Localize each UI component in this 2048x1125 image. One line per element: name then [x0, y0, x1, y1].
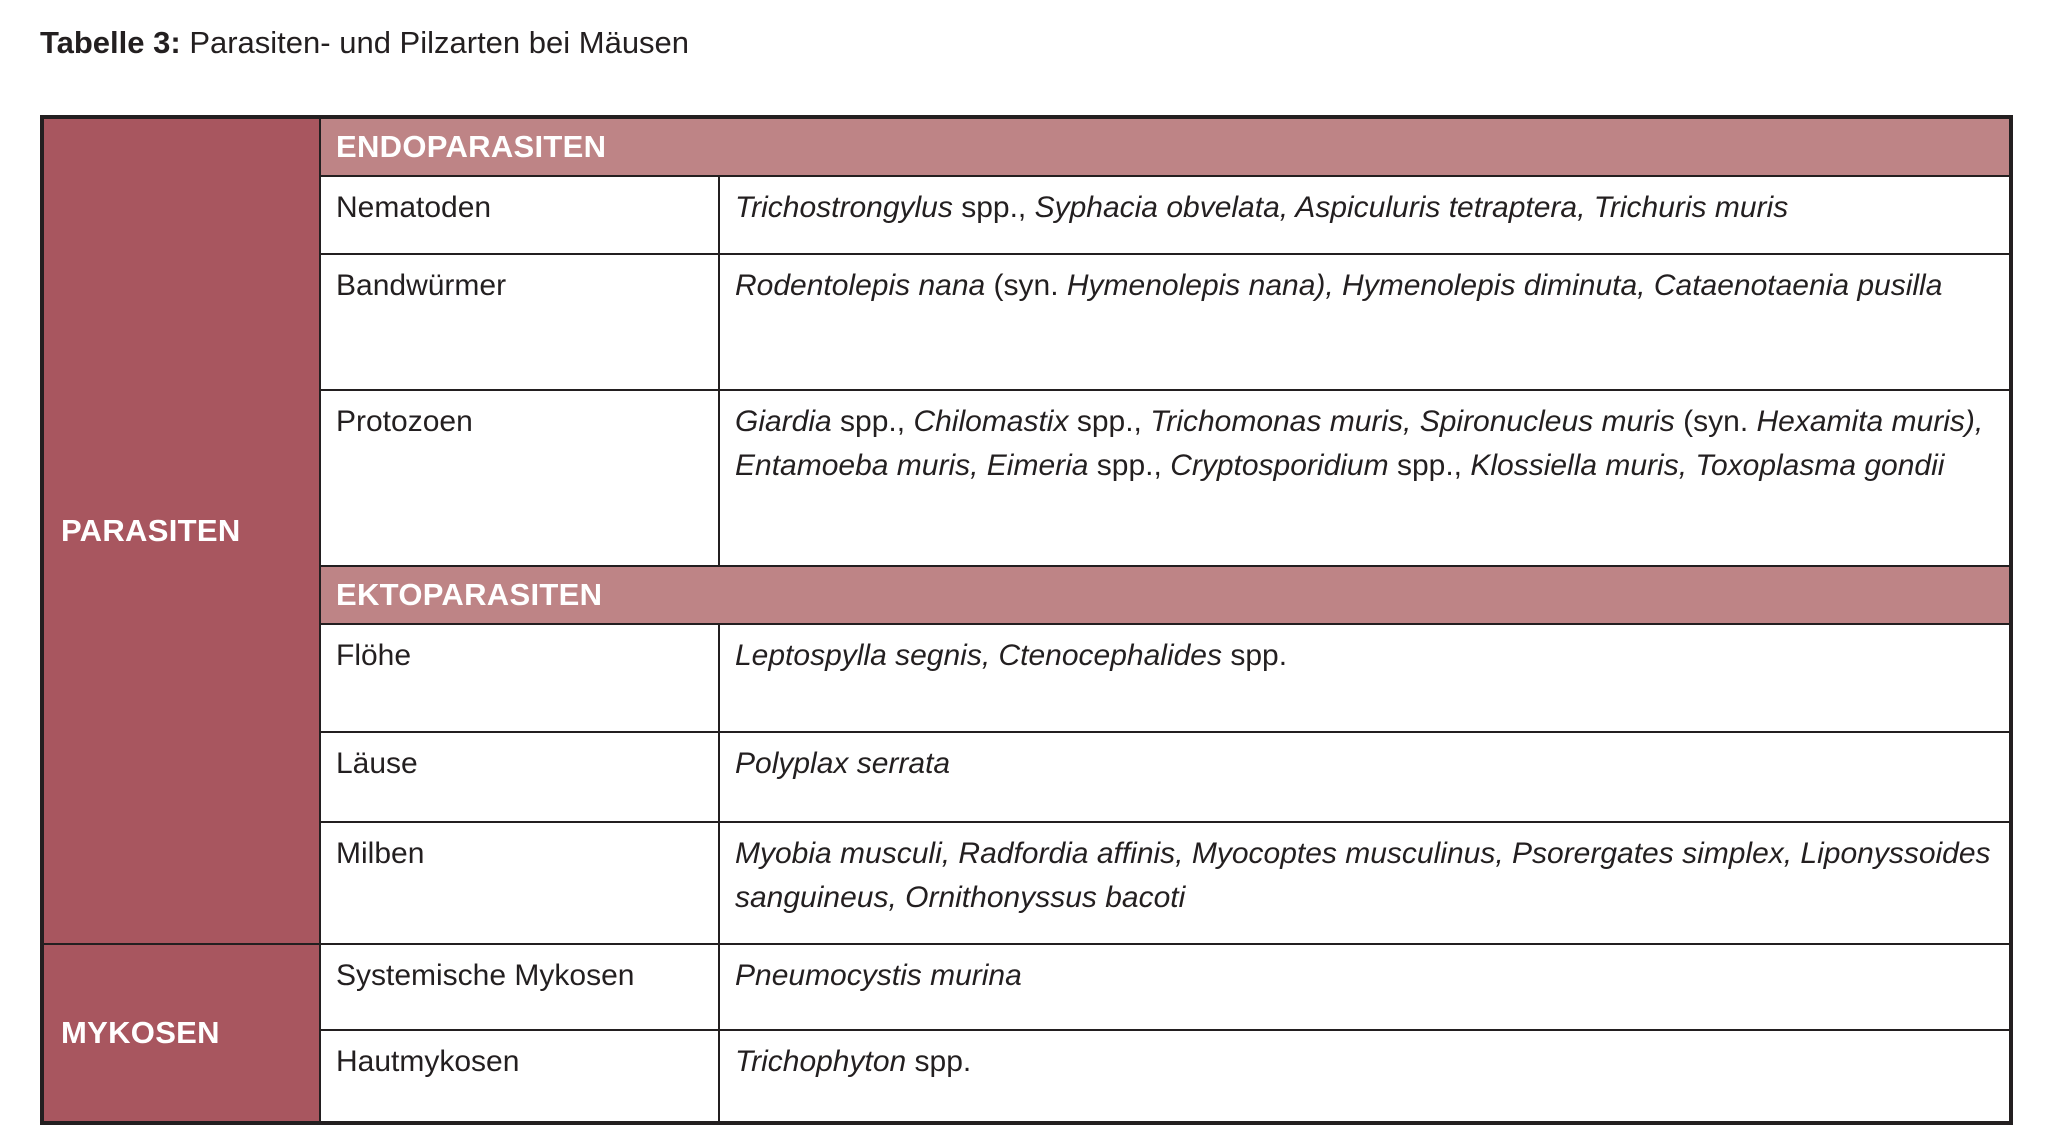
section-label-cell: MYKOSEN	[42, 944, 320, 1123]
species-text-run: spp.	[906, 1045, 972, 1078]
table-caption-label: Tabelle 3:	[40, 25, 181, 60]
species-cell	[719, 944, 2011, 1030]
species-text-run: Rodentolepis nana	[735, 269, 994, 302]
species-text-run: spp.,	[1088, 449, 1171, 482]
table-row	[42, 390, 2011, 566]
species-text-run: spp.,	[952, 191, 1035, 224]
table-row	[42, 1030, 2011, 1123]
category-cell: Flöhe	[320, 624, 719, 732]
species-text-run: Trichostrongylus	[735, 191, 953, 224]
species-text-run: Giardia	[735, 405, 832, 438]
species-cell	[719, 176, 2011, 254]
species-text-run	[1334, 269, 1342, 302]
species-text-run: spp.	[1222, 639, 1288, 672]
table-row	[42, 117, 2011, 176]
species-text-run: Syphacia obvelata, Aspiculuris tetraptera, Trichuris muris	[1034, 191, 1789, 224]
species-text-run: Entamoeba muris, Eimeria	[735, 449, 1089, 482]
species-text-run: Chilomastix	[913, 405, 1069, 438]
category-cell: Protozoen	[320, 390, 719, 566]
species-cell	[719, 732, 2011, 822]
table-row	[42, 944, 2011, 1030]
table-row	[42, 732, 2011, 822]
species-text-run: spp.,	[1388, 449, 1471, 482]
group-header-cell: EKTOPARASITEN	[320, 566, 2011, 624]
parasites-table	[40, 115, 2013, 1125]
species-text-run: Pneumocystis murina	[735, 959, 1022, 992]
species-text-run: (syn.	[1683, 405, 1757, 438]
table-row	[42, 566, 2011, 624]
table-caption-text: Parasiten- und Pilzarten bei Mäusen	[180, 25, 690, 60]
species-text-run: Leptospylla segnis, Ctenocephalides	[735, 639, 1222, 672]
table-row	[42, 822, 2011, 944]
species-text-run: Hexamita muris),	[1756, 405, 1984, 438]
group-header-cell: ENDOPARASITEN	[320, 117, 2011, 176]
category-cell: Milben	[320, 822, 719, 944]
species-cell	[719, 390, 2011, 566]
species-text-run: Klossiella muris, Toxoplasma gondii	[1470, 449, 1945, 482]
species-text-run: Cryptosporidium	[1170, 449, 1389, 482]
species-cell	[719, 254, 2011, 390]
category-cell: Bandwürmer	[320, 254, 719, 390]
parasites-table-body	[42, 117, 2011, 1123]
table-row	[42, 624, 2011, 732]
section-label-cell: PARASITEN	[42, 117, 320, 944]
species-text-run: Trichophyton	[735, 1045, 907, 1078]
table-row	[42, 176, 2011, 254]
species-text-run: spp.,	[1068, 405, 1151, 438]
species-text-run: Hymenolepis nana),	[1066, 269, 1334, 302]
table-row	[42, 254, 2011, 390]
category-cell: Nematoden	[320, 176, 719, 254]
species-cell	[719, 1030, 2011, 1123]
species-text-run: Myobia musculi, Radfordia affinis, Myocoptes musculinus, Psorergates simplex, Liponyssoides sanguineus, Ornithonyssus bacoti	[735, 837, 1991, 914]
species-text-run: Trichomonas muris, Spironucleus muris	[1150, 405, 1684, 438]
species-cell	[719, 822, 2011, 944]
species-cell	[719, 624, 2011, 732]
category-cell: Systemische Mykosen	[320, 944, 719, 1030]
species-text-run: spp.,	[831, 405, 914, 438]
category-cell: Läuse	[320, 732, 719, 822]
table-caption	[40, 24, 689, 62]
species-text-run: Polyplax serrata	[735, 747, 951, 780]
species-text-run: (syn.	[993, 269, 1067, 302]
species-text-run: Hymenolepis diminuta, Cataenotaenia pusilla	[1342, 269, 1943, 302]
category-cell: Hautmykosen	[320, 1030, 719, 1123]
